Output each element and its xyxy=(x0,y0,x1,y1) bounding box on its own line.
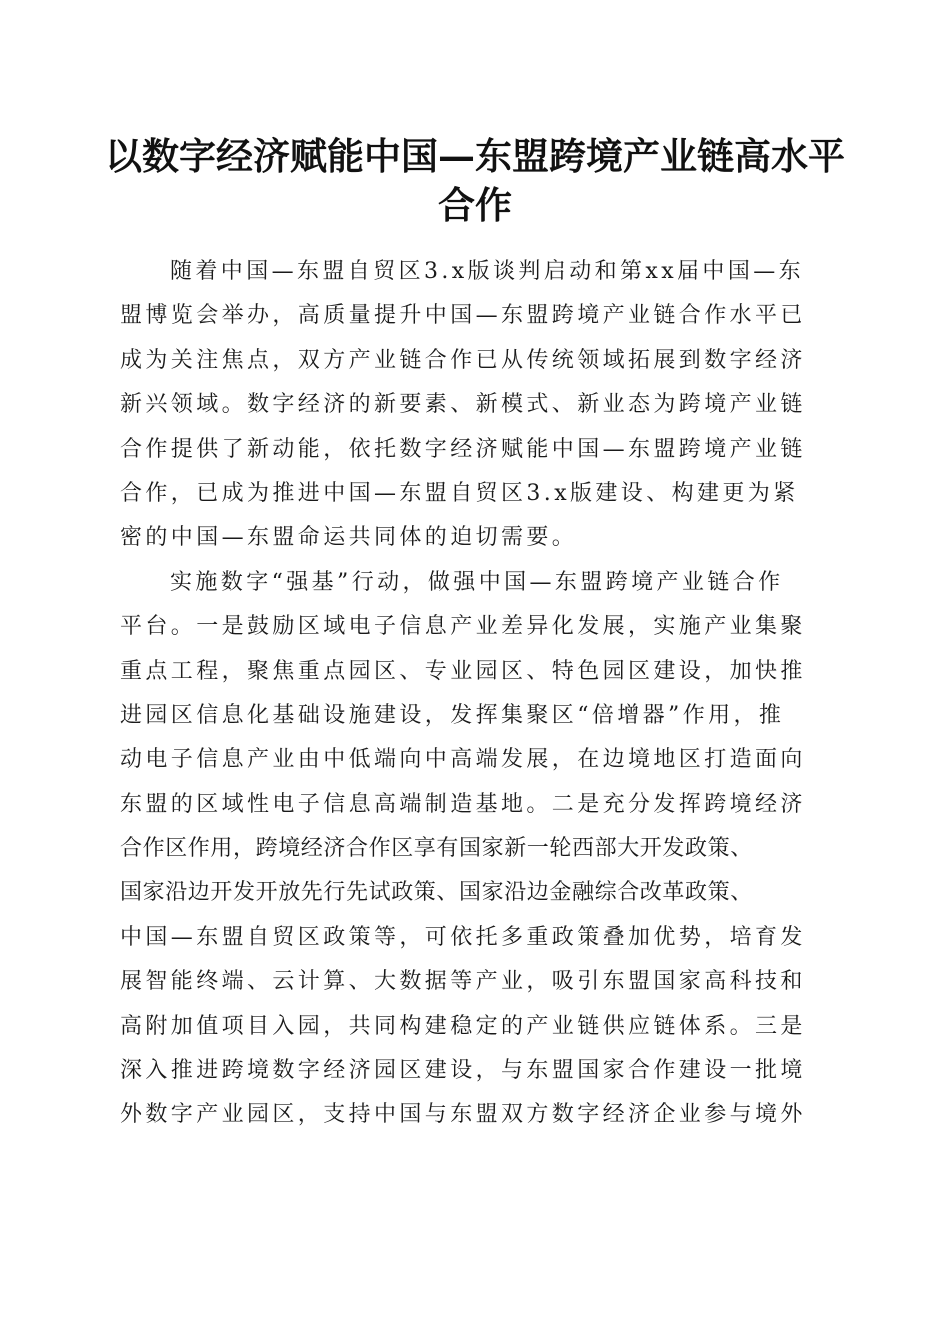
text-line: 深入推进跨境数字经济园区建设，与东盟国家合作建设一批境 xyxy=(120,1058,806,1084)
text-line: 国家沿边开发开放先行先试政策、国家沿边金融综合改革政策、 xyxy=(120,880,753,906)
text-line: 合作区作用，跨境经济合作区享有国家新一轮西部大开发政策、 xyxy=(120,836,753,862)
text-line: 随着中国—东盟自贸区3.x版谈判启动和第xx届中国—东 xyxy=(170,259,805,284)
text-line: 动电子信息产业由中低端向中高端发展，在边境地区打造面向 xyxy=(120,747,806,773)
text-line: 成为关注焦点，双方产业链合作已从传统领域拓展到数字经济 xyxy=(120,347,806,373)
title-line-1: 以数字经济赋能中国—东盟跨境产业链高水平 xyxy=(105,134,845,178)
text-line: 实施数字“强基”行动，做强中国—东盟跨境产业链合作 xyxy=(170,569,784,595)
text-line: 东盟的区域性电子信息高端制造基地。二是充分发挥跨境经济 xyxy=(120,791,806,817)
text-line: 展智能终端、云计算、大数据等产业，吸引东盟国家高科技和 xyxy=(120,969,806,995)
title-line-2: 合作 xyxy=(438,183,512,227)
text-line: 外数字产业园区，支持中国与东盟双方数字经济企业参与境外 xyxy=(120,1102,806,1128)
text-line: 密的中国—东盟命运共同体的迫切需要。 xyxy=(120,525,578,551)
text-line: 盟博览会举办，高质量提升中国—东盟跨境产业链合作水平已 xyxy=(120,303,806,329)
text-line: 合作提供了新动能，依托数字经济赋能中国—东盟跨境产业链 xyxy=(120,436,806,462)
text-line: 新兴领域。数字经济的新要素、新模式、新业态为跨境产业链 xyxy=(120,392,806,418)
text-line: 合作，已成为推进中国—东盟自贸区3.x版建设、构建更为紧 xyxy=(120,480,799,506)
document-body xyxy=(120,250,840,1138)
text-line: 重点工程，聚焦重点园区、专业园区、特色园区建设，加快推 xyxy=(120,658,806,684)
document-title xyxy=(90,132,860,230)
text-line: 中国—东盟自贸区政策等，可依托多重政策叠加优势，培育发 xyxy=(120,924,806,950)
text-line: 平台。一是鼓励区域电子信息产业差异化发展，实施产业集聚 xyxy=(120,614,806,640)
text-line: 高附加值项目入园，共同构建稳定的产业链供应链体系。三是 xyxy=(120,1013,806,1039)
text-line: 进园区信息化基础设施建设，发挥集聚区“倍增器”作用，推 xyxy=(120,702,785,728)
paragraph-strengthen-foundation xyxy=(120,561,840,1138)
paragraph-intro xyxy=(120,250,840,561)
